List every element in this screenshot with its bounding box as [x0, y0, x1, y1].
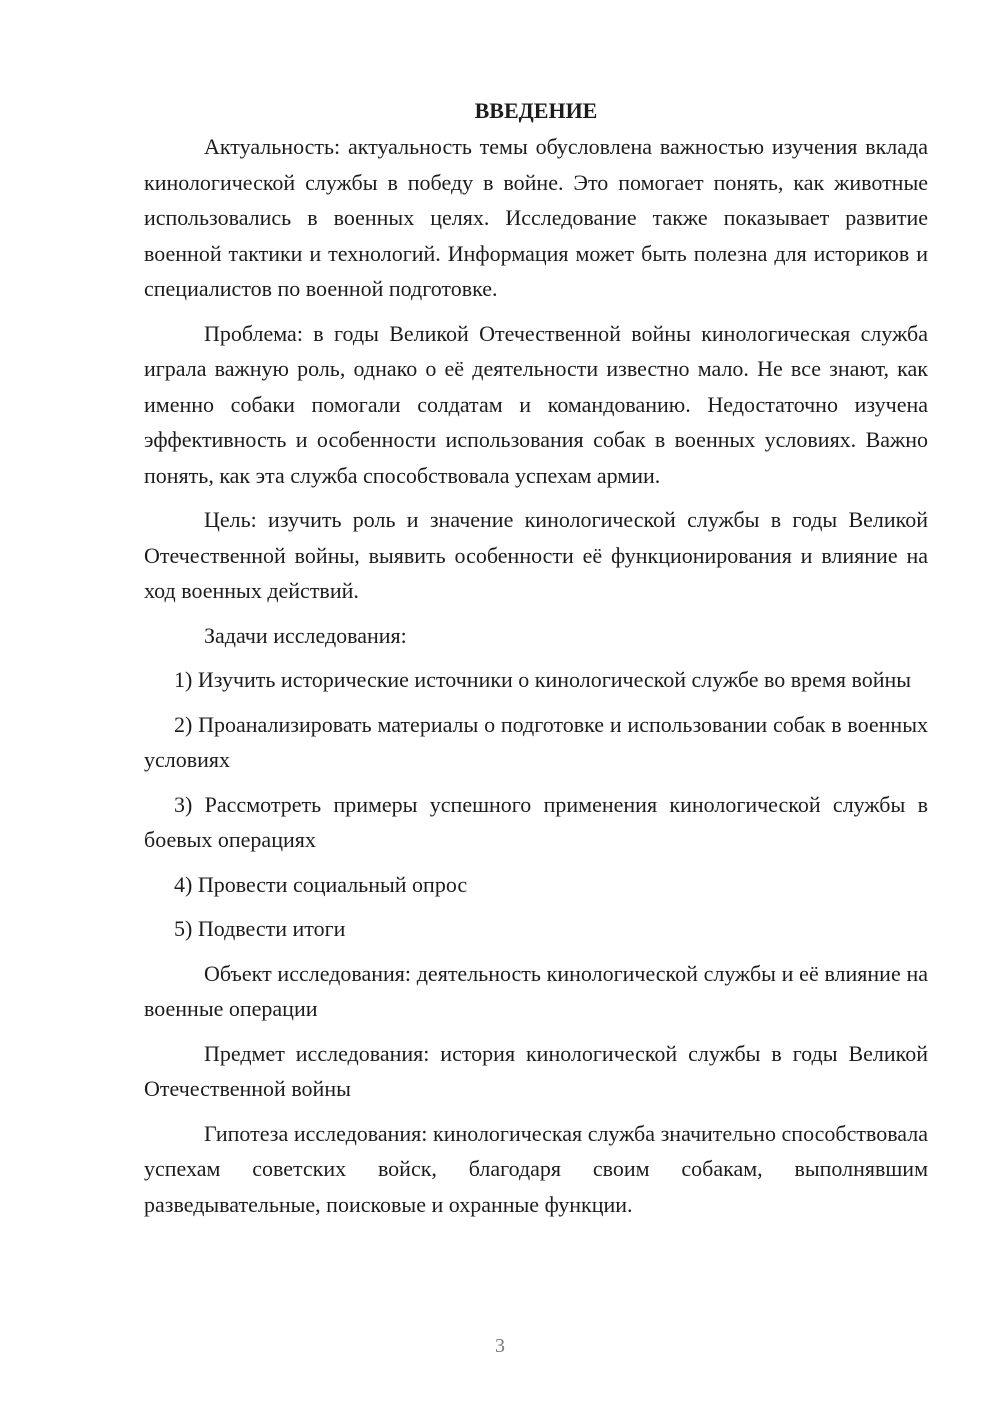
actuality-paragraph: Актуальность: актуальность темы обусловлена важностью изучения вклада кинологической службы в победу в войне. Это помогает понять, как животные использовались в военных целях. Исследование также показывает развитие военной тактики и технологий. Информация может быть полезна для историков и специалистов по военной подготовке. [144, 134, 928, 301]
problem-paragraph: Проблема: в годы Великой Отечественной войны кинологическая служба играла важную роль, однако о её деятельности известно мало. Не все знают, как именно собаки помогали солдатам и командованию. Недостаточно изучена эффективность и особенности использования собак в военных условиях. Важно понять, как эта служба способствовала успехам армии. [144, 320, 928, 488]
task-item: 4) Провести социальный опрос [174, 871, 468, 897]
document-page [144, 96, 928, 1231]
hypothesis-paragraph: Гипотеза исследования: кинологическая служба значительно способствовала успехам советских войск, благодаря своим собакам, выполнявшим разведывательные, поисковые и охранные функции. [144, 1120, 928, 1217]
page-number: 3 [495, 1335, 505, 1357]
tasks-list [144, 662, 928, 947]
tasks-heading: Задачи исследования: [204, 622, 407, 648]
task-item: 3) Рассмотреть примеры успешного применения кинологической службы в боевых операциях [144, 791, 928, 852]
task-item: 5) Подвести итоги [174, 916, 346, 941]
task-item: 1) Изучить исторические источники о кинологической службе во время войны [174, 667, 912, 692]
object-paragraph: Объект исследования: деятельность кинологической службы и её влияние на военные операции [144, 960, 928, 1021]
page-title: ВВЕДЕНИЕ [474, 98, 598, 123]
goal-paragraph: Цель: изучить роль и значение кинологической службы в годы Великой Отечественной войны, выявить особенности её функционирования и влияние на ход военных действий. [144, 507, 928, 603]
task-item: 2) Проанализировать материалы о подготовке и использовании собак в военных условиях [144, 711, 928, 772]
subject-paragraph: Предмет исследования: история кинологической службы в годы Великой Отечественной войны [144, 1040, 928, 1101]
